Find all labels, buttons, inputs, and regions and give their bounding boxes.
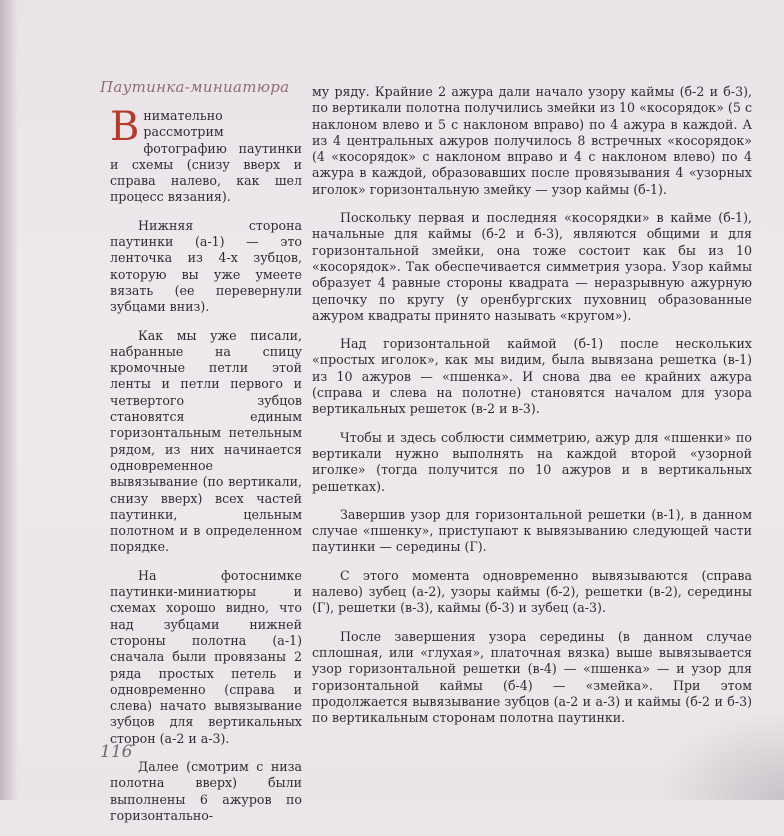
paragraph-1	[110, 104, 302, 206]
paragraph-2: Нижняя сторона паутинки (а-1) — это ленточка из 4-х зубцов, которую вы уже умеете вязать (ее перевернули зубцами вниз).	[110, 217, 302, 315]
paragraph-10: Завершив узор для горизонтальной решетки (в-1), в данном случае «пшенку», приступают к вывязыванию следующей части паутинки — середины (Г).	[312, 506, 752, 555]
paragraph-8: Над горизонтальной каймой (б-1) после нескольких «простых иголок», как мы видим, была вывязана решетка (в-1) из 10 ажуров — «пшенка». И снова два ее крайних ажура (справа и слева на полотне) становятся началом для узора вертикальных решеток (в-2 и в-3).	[312, 336, 752, 417]
book-spine-shadow	[0, 0, 18, 800]
paragraph-3: Как мы уже писали, набранные на спицу кромочные петли этой ленты и петли первого и четвертого зубцов становятся единым горизонтальным петельным рядом, из них начинается одновременное вывязывание (по вертикали, снизу вверх) всех частей паутинки, цельным полотном и в определенном порядке.	[110, 327, 302, 555]
section-heading: Паутинка-миниатюра	[100, 78, 290, 96]
paragraph-4: На фотоснимке паутинки-миниатюры и схемах хорошо видно, что над зубцами нижней стороны полотна (а-1) сначала были провязаны 2 ряда простых петель и одновременно (справа и слева) начато вывязывание зубцов для вертикальных сторон (а-2 и а-3).	[110, 567, 302, 746]
paragraph-12: После завершения узора середины (в данном случае сплошная, или «глухая», платочная вязка) выше вывязывается узор горизонтальной решетки (в-4) — «пшенка» — и узор для горизонтальной каймы (б-4) — «змейка». При этом продолжается вывязывание зубцов (а-2 и а-3) и каймы (б-2 и б-3) по вертикальным сторонам полотна паутинки.	[312, 628, 752, 726]
page-number: 116	[100, 742, 133, 762]
right-column	[312, 84, 752, 738]
drop-cap: В	[110, 104, 140, 150]
paragraph-7: Поскольку первая и последняя «косорядки» в кайме (б-1), начальные для каймы (б-2 и б-3), являются общими и для горизонтальной змейки, она тоже состоит как бы из 10 «косорядок». Так обеспечивается симметрия узора. Узор каймы образует 4 равные стороны квадрата — неразрывную ажурную цепочку по кругу (у оренбургских пуховниц образованные ажуром квадраты принято называть «кругом»).	[312, 210, 752, 323]
left-column	[110, 104, 302, 836]
paragraph-9: Чтобы и здесь соблюсти симметрию, ажур для «пшенки» по вертикали нужно выполнять на каждой второй «узорной иголке» (тогда получится по 10 ажуров и в вертикальных решетках).	[312, 429, 752, 494]
paragraph-1-text: нимательно рассмотрим фотографию паутинки и схемы (снизу вверх и справа налево, как шел процесс вязания).	[110, 108, 302, 205]
paragraph-11: С этого момента одновременно вывязываются (справа налево) зубец (а-2), узоры каймы (б-2), решетки (в-2), середины (Г), решетки (в-3), каймы (б-3) и зубец (а-3).	[312, 567, 752, 616]
paragraph-5: Далее (смотрим с низа полотна вверх) были выполнены 6 ажуров по горизонтально-	[110, 758, 302, 823]
paragraph-6: му ряду. Крайние 2 ажура дали начало узору каймы (б-2 и б-3), по вертикали полотна получились змейки из 10 «косорядок» (5 с наклоном влево и 5 с наклоном вправо) по 4 ажура в каждой. А из 4 центральных ажуров получилось 8 встречных «косорядок» (4 «косорядок» с наклоном вправо и 4 с наклоном влево) по 4 ажура в каждой, образовавших после провязывания 4 «узорных иголок» горизонтальную змейку — узор каймы (б-1).	[312, 84, 752, 197]
